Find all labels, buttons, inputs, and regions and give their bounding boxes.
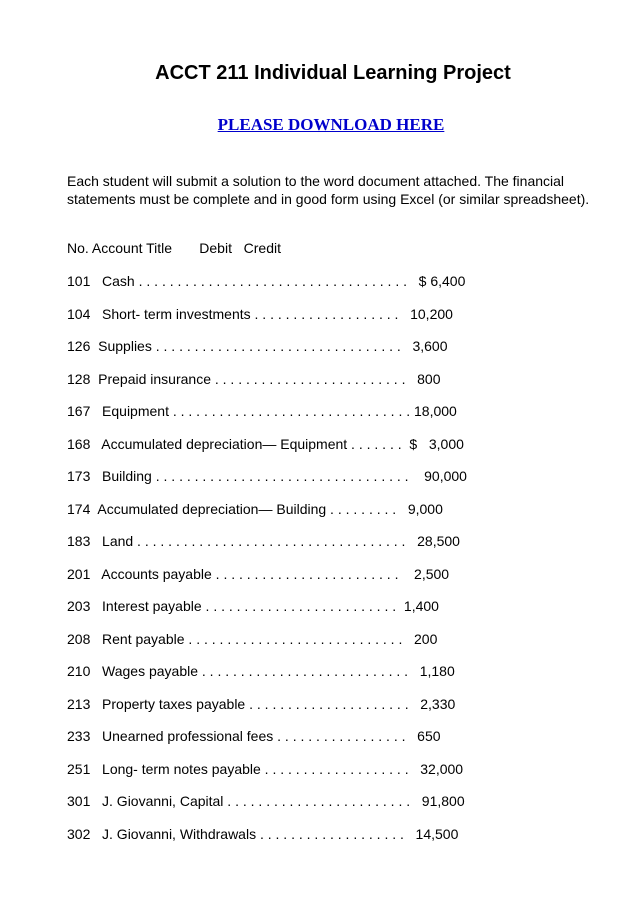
account-row: 210 Wages payable . . . . . . . . . . . . . . . . . . . . . . . . . . . 1,180 [67, 663, 455, 679]
account-row: 251 Long- term notes payable . . . . . . . . . . . . . . . . . . . 32,000 [67, 760, 464, 777]
intro-paragraph: Each student will submit a solution to the word document attached. The financial statements must be complete and in good form using Excel (or similar spreadsheet). [67, 173, 590, 207]
account-row: 213 Property taxes payable . . . . . . . . . . . . . . . . . . . . . 2,330 [67, 695, 456, 712]
account-row: 167 Equipment . . . . . . . . . . . . . . . . . . . . . . . . . . . . . . . 18,000 [67, 403, 457, 419]
account-row: 183 Land . . . . . . . . . . . . . . . . . . . . . . . . . . . . . . . . . . . 28,500 [67, 533, 460, 549]
account-row: 126 Supplies . . . . . . . . . . . . . . . . . . . . . . . . . . . . . . . . 3,600 [67, 338, 448, 354]
account-row: 208 Rent payable . . . . . . . . . . . . . . . . . . . . . . . . . . . . 200 [67, 630, 438, 647]
account-row: 104 Short- term investments . . . . . . . . . . . . . . . . . . . 10,200 [67, 305, 453, 322]
account-list [67, 272, 607, 857]
account-row: 302 J. Giovanni, Withdrawals . . . . . . . . . . . . . . . . . . . 14,500 [67, 825, 459, 842]
account-row: 201 Accounts payable . . . . . . . . . . . . . . . . . . . . . . . . 2,500 [67, 565, 450, 582]
account-row: 301 J. Giovanni, Capital . . . . . . . . . . . . . . . . . . . . . . . . 91,800 [67, 793, 465, 809]
account-row: 233 Unearned professional fees . . . . . . . . . . . . . . . . . 650 [67, 728, 441, 744]
account-row: 128 Prepaid insurance . . . . . . . . . . . . . . . . . . . . . . . . . 800 [67, 370, 441, 387]
account-row: 173 Building . . . . . . . . . . . . . . . . . . . . . . . . . . . . . . . . . 90,000 [67, 468, 467, 484]
download-link[interactable]: PLEASE DOWNLOAD HERE [217, 115, 445, 134]
account-row: 168 Accumulated depreciation— Equipment . . . . . . . $ 3,000 [67, 435, 464, 452]
account-row: 174 Accumulated depreciation— Building . . . . . . . . . 9,000 [67, 500, 443, 517]
document-title: ACCT 211 Individual Learning Project [155, 62, 511, 84]
table-header: No. Account Title Debit Credit [67, 240, 281, 256]
account-row: 101 Cash . . . . . . . . . . . . . . . . . . . . . . . . . . . . . . . . . . . $ 6,400 [67, 273, 466, 289]
account-row: 203 Interest payable . . . . . . . . . . . . . . . . . . . . . . . . . 1,400 [67, 598, 439, 614]
